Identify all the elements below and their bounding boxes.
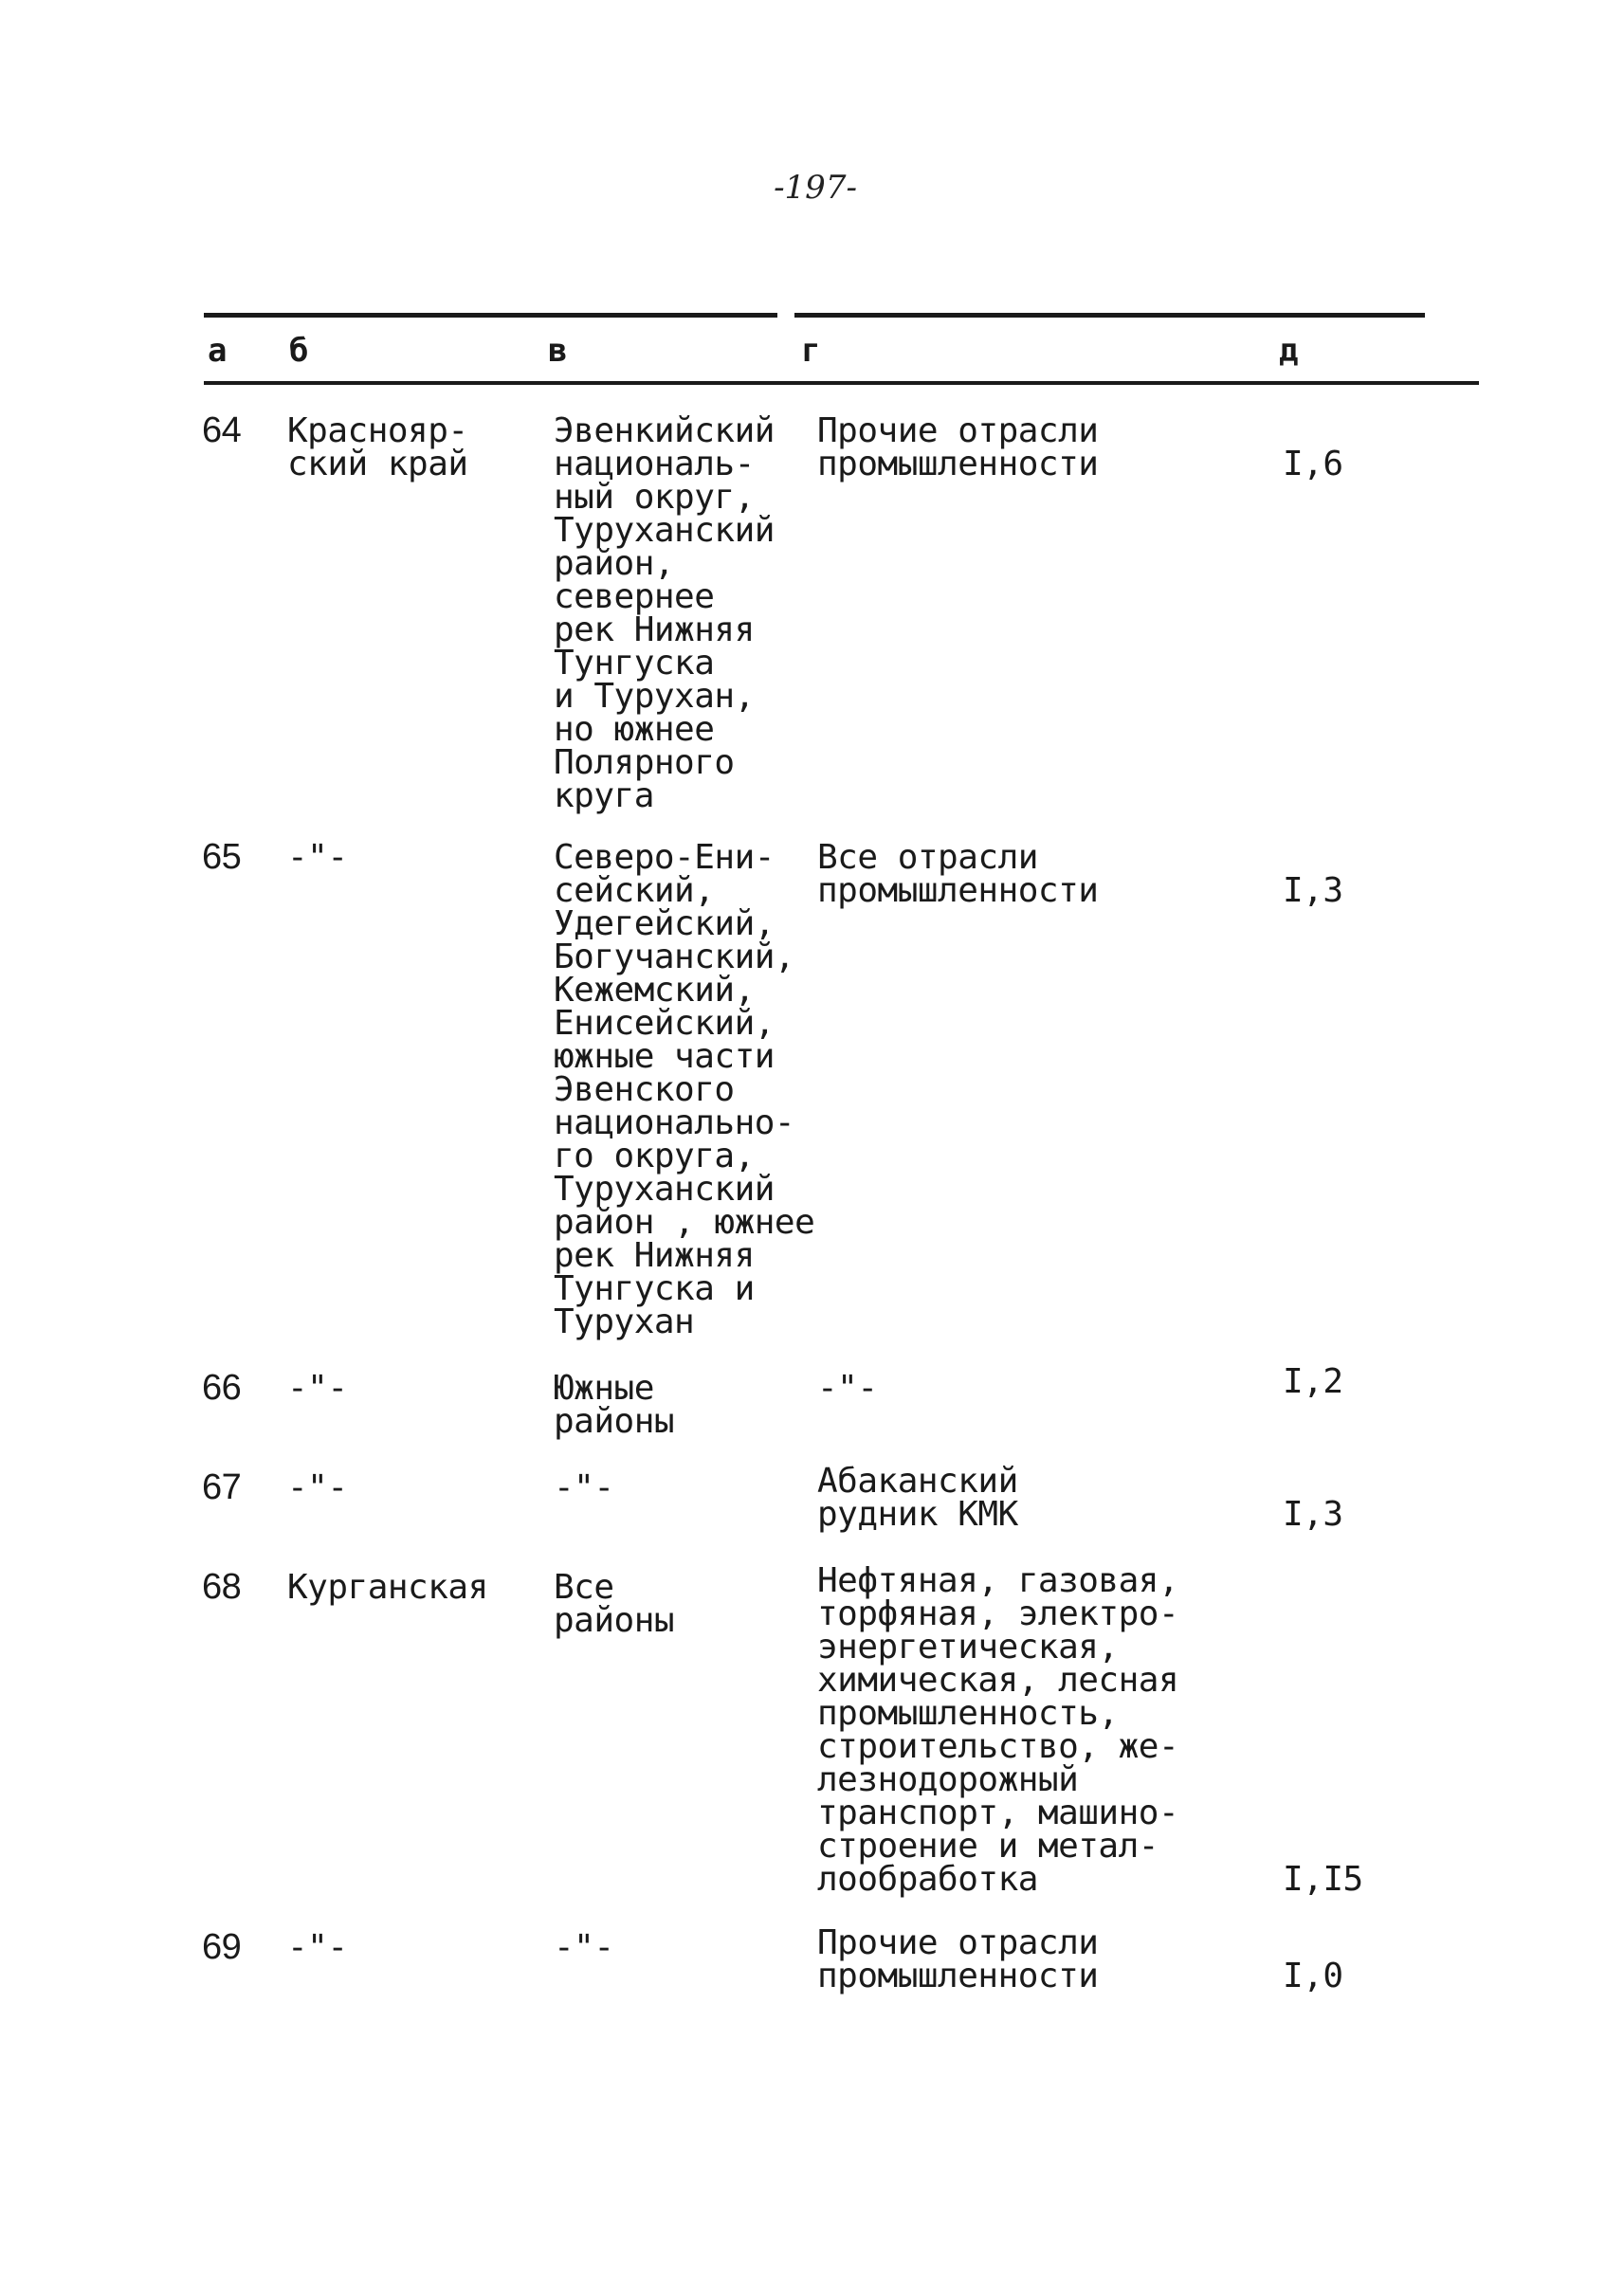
coefficient-cell: I,3 [1283, 1495, 1343, 1534]
region-cell: Краснояр- ский край [287, 411, 468, 483]
header-col-d: д [1279, 332, 1299, 370]
header-col-v: в [548, 332, 568, 370]
industry-cell: Прочие отрасли промышленности [817, 1923, 1099, 1995]
industry-cell: Все отрасли промышленности [817, 838, 1099, 910]
header-col-a: а [208, 332, 228, 370]
row-number: 69 [202, 1927, 242, 1967]
district-cell: Эвенкийский националь- ный округ, Туруханский район, севернее рек Нижняя Тунгуска и Турухан, но южнее Полярного круга [554, 411, 775, 815]
industry-cell: -"- [817, 1369, 878, 1408]
coefficient-cell: I,6 [1283, 445, 1343, 483]
region-cell: -"- [287, 1369, 348, 1408]
district-cell: Все районы [554, 1568, 675, 1640]
industry-cell: Прочие отрасли промышленности [817, 411, 1099, 483]
header-bottom-rule [204, 381, 1479, 385]
district-cell: -"- [554, 1468, 614, 1507]
region-cell: -"- [287, 1468, 348, 1507]
coefficient-cell: I,I5 [1283, 1860, 1363, 1899]
header-top-rule-left [204, 313, 777, 318]
row-number: 68 [202, 1567, 242, 1607]
region-cell: -"- [287, 838, 348, 877]
region-cell: Курганская [287, 1568, 488, 1607]
coefficient-cell: I,2 [1283, 1362, 1343, 1401]
row-number: 66 [202, 1368, 242, 1408]
district-cell: Южные районы [554, 1369, 675, 1441]
district-cell: Северо-Ени- сейский, Удегейский, Богучанский, Кежемский, Енисейский, южные части Эвенского национально- го округа, Туруханский район , южнее рек Нижняя Тунгуска и Турухан [554, 838, 815, 1341]
industry-cell: Нефтяная, газовая, торфяная, электро- энергетическая, химическая, лесная промышленность, строительство, же- лезнодорожный транспорт, машино- строение и метал- лообработка [817, 1561, 1179, 1899]
coefficient-cell: I,3 [1283, 871, 1343, 910]
header-top-rule-right [794, 313, 1425, 318]
coefficient-cell: I,0 [1283, 1957, 1343, 1995]
industry-cell: Абаканский рудник КМК [817, 1462, 1018, 1534]
district-cell: -"- [554, 1928, 614, 1967]
header-col-g: г [801, 332, 821, 370]
row-number: 64 [202, 410, 242, 450]
region-cell: -"- [287, 1928, 348, 1967]
header-col-b: б [289, 332, 309, 370]
row-number: 65 [202, 837, 242, 877]
page-number: -197- [774, 169, 857, 207]
row-number: 67 [202, 1467, 242, 1507]
